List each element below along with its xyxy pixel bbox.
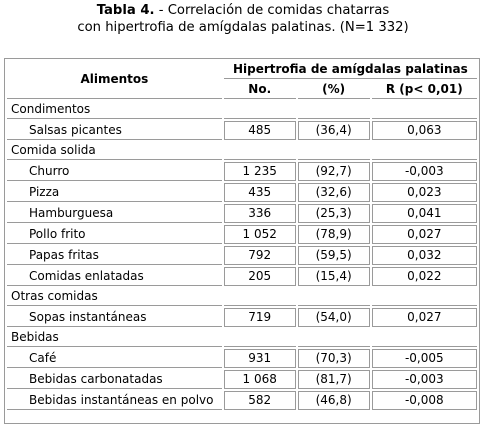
section-empty-cell: [224, 329, 296, 347]
correlation-cell: -0,008: [372, 391, 477, 410]
section-row: [7, 288, 477, 306]
caption-line-2: con hipertrofia de amígdalas palatinas. (N=1 332): [77, 20, 409, 35]
header-hipertrofia: Hipertrofia de amígdalas palatinas: [224, 61, 477, 79]
correlation-cell: -0,003: [372, 162, 477, 181]
percent-cell: (54,0): [298, 308, 370, 327]
correlation-cell: 0,027: [372, 308, 477, 327]
food-item: Bebidas instantáneas en polvo: [7, 391, 222, 410]
table-header: [7, 61, 477, 99]
food-item: Sopas instantáneas: [7, 308, 222, 327]
table-row: [7, 391, 477, 410]
section-empty-cell: [372, 329, 477, 347]
percent-cell: (92,7): [298, 162, 370, 181]
table-row: [7, 121, 477, 140]
section-empty-cell: [224, 101, 296, 119]
section-label: Bebidas: [7, 329, 222, 347]
count-cell: 792: [224, 246, 296, 265]
percent-cell: (25,3): [298, 204, 370, 223]
section-label: Condimentos: [7, 101, 222, 119]
table-row: [7, 349, 477, 368]
food-item: Bebidas carbonatadas: [7, 370, 222, 389]
correlation-cell: -0,003: [372, 370, 477, 389]
count-cell: 485: [224, 121, 296, 140]
count-cell: 1 235: [224, 162, 296, 181]
percent-cell: (15,4): [298, 267, 370, 286]
percent-cell: (70,3): [298, 349, 370, 368]
table-caption: [0, 2, 486, 40]
percent-cell: (59,5): [298, 246, 370, 265]
count-cell: 435: [224, 183, 296, 202]
count-cell: 1 068: [224, 370, 296, 389]
correlation-cell: 0,032: [372, 246, 477, 265]
correlation-cell: 0,063: [372, 121, 477, 140]
data-table: [5, 59, 479, 412]
count-cell: 1 052: [224, 225, 296, 244]
header-no: No.: [224, 81, 296, 99]
table-row: [7, 183, 477, 202]
caption-line-1: [0, 2, 486, 19]
caption-text-1: - Correlación de comidas chatarras: [154, 3, 390, 18]
count-cell: 931: [224, 349, 296, 368]
section-label: Otras comidas: [7, 288, 222, 306]
caption-label: Tabla 4.: [96, 3, 155, 18]
count-cell: 205: [224, 267, 296, 286]
section-label: Comida solida: [7, 142, 222, 160]
table-row: [7, 370, 477, 389]
percent-cell: (32,6): [298, 183, 370, 202]
section-empty-cell: [224, 142, 296, 160]
section-empty-cell: [372, 288, 477, 306]
table-row: [7, 246, 477, 265]
section-row: [7, 101, 477, 119]
correlation-cell: 0,023: [372, 183, 477, 202]
count-cell: 719: [224, 308, 296, 327]
percent-cell: (46,8): [298, 391, 370, 410]
header-pct: (%): [298, 81, 370, 99]
correlation-cell: 0,022: [372, 267, 477, 286]
correlation-cell: 0,027: [372, 225, 477, 244]
percent-cell: (36,4): [298, 121, 370, 140]
food-item: Salsas picantes: [7, 121, 222, 140]
section-row: [7, 142, 477, 160]
correlation-cell: 0,041: [372, 204, 477, 223]
count-cell: 336: [224, 204, 296, 223]
percent-cell: (78,9): [298, 225, 370, 244]
table-row: [7, 225, 477, 244]
food-item: Café: [7, 349, 222, 368]
section-empty-cell: [372, 142, 477, 160]
section-empty-cell: [372, 101, 477, 119]
section-empty-cell: [224, 288, 296, 306]
percent-cell: (81,7): [298, 370, 370, 389]
header-alimentos: Alimentos: [7, 61, 222, 99]
count-cell: 582: [224, 391, 296, 410]
food-item: Comidas enlatadas: [7, 267, 222, 286]
table-row: [7, 162, 477, 181]
table-body: [7, 101, 477, 410]
section-empty-cell: [298, 142, 370, 160]
header-r: R (p< 0,01): [372, 81, 477, 99]
correlation-cell: -0,005: [372, 349, 477, 368]
table-row: [7, 308, 477, 327]
table-row: [7, 267, 477, 286]
food-item: Pollo frito: [7, 225, 222, 244]
food-item: Papas fritas: [7, 246, 222, 265]
section-empty-cell: [298, 101, 370, 119]
section-row: [7, 329, 477, 347]
table-row: [7, 204, 477, 223]
section-empty-cell: [298, 288, 370, 306]
food-item: Hamburguesa: [7, 204, 222, 223]
section-empty-cell: [298, 329, 370, 347]
food-item: Pizza: [7, 183, 222, 202]
food-item: Churro: [7, 162, 222, 181]
